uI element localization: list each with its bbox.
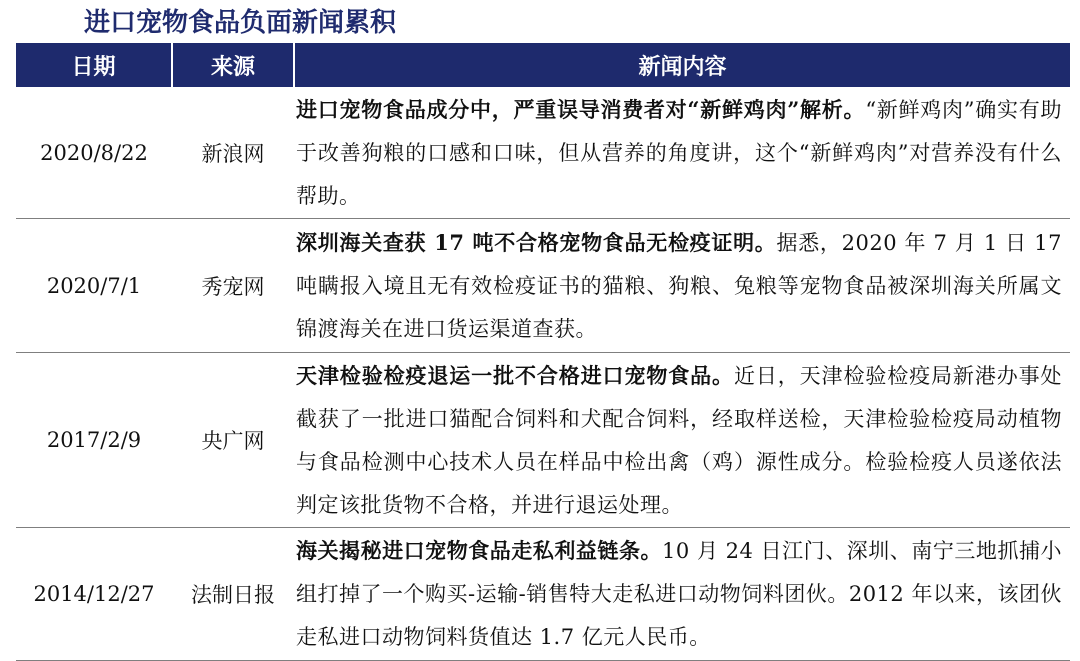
header-content: 新闻内容 <box>294 43 1070 87</box>
row-content <box>294 353 1070 528</box>
row-headline: 深圳海关查获 17 吨不合格宠物食品无检疫证明。 <box>296 229 777 255</box>
row-content <box>294 219 1070 353</box>
row-content <box>294 87 1070 219</box>
news-table <box>16 43 1070 661</box>
table-row <box>16 219 1070 353</box>
row-body: 据悉，2020 年 7 月 1 日 17 吨瞒报入境且无有效检疫证书的猫粮、狗粮、兔粮等宠物食品被深圳海关所属文锦渡海关在进口货运渠道查获。 <box>296 230 1062 341</box>
row-source: 秀宠网 <box>172 219 294 353</box>
table-row <box>16 87 1070 219</box>
row-headline: 天津检验检疫退运一批不合格进口宠物食品。 <box>296 362 734 388</box>
row-headline: 海关揭秘进口宠物食品走私利益链条。 <box>296 538 663 563</box>
row-body: 10 月 24 日江门、深圳、南宁三地抓捕小组打掉了一个购买-运输-销售特大走私进口动物饲料团伙。2012 年以来，该团伙走私进口动物饲料货值达 1.7 亿元人民币。 <box>296 539 1062 649</box>
row-date: 2020/8/22 <box>16 87 172 219</box>
row-source: 法制日报 <box>172 528 294 661</box>
header-date: 日期 <box>16 43 172 87</box>
page-title: 进口宠物食品负面新闻累积 <box>84 8 397 38</box>
row-date: 2014/12/27 <box>16 528 172 661</box>
row-date: 2020/7/1 <box>16 219 172 353</box>
row-date: 2017/2/9 <box>16 353 172 528</box>
table-row <box>16 528 1070 661</box>
table-header-row <box>16 43 1070 87</box>
header-source: 来源 <box>172 43 294 87</box>
row-source: 央广网 <box>172 353 294 528</box>
table-row <box>16 353 1070 528</box>
row-source: 新浪网 <box>172 87 294 219</box>
row-body: 近日，天津检验检疫局新港办事处截获了一批进口猫配合饲料和犬配合饲料，经取样送检，天津检验检疫局动植物与食品检测中心技术人员在样品中检出禽（鸡）源性成分。检验检疫人员遂依法判定该批货物不合格，并进行退运处理。 <box>296 363 1063 517</box>
row-content <box>294 528 1070 661</box>
row-headline: 进口宠物食品成分中，严重误导消费者对“新鲜鸡肉”解析。 <box>296 96 866 122</box>
row-body: “新鲜鸡肉”确实有助于改善狗粮的口感和口味，但从营养的角度讲，这个“新鲜鸡肉”对营养没有什么帮助。 <box>296 97 1062 208</box>
